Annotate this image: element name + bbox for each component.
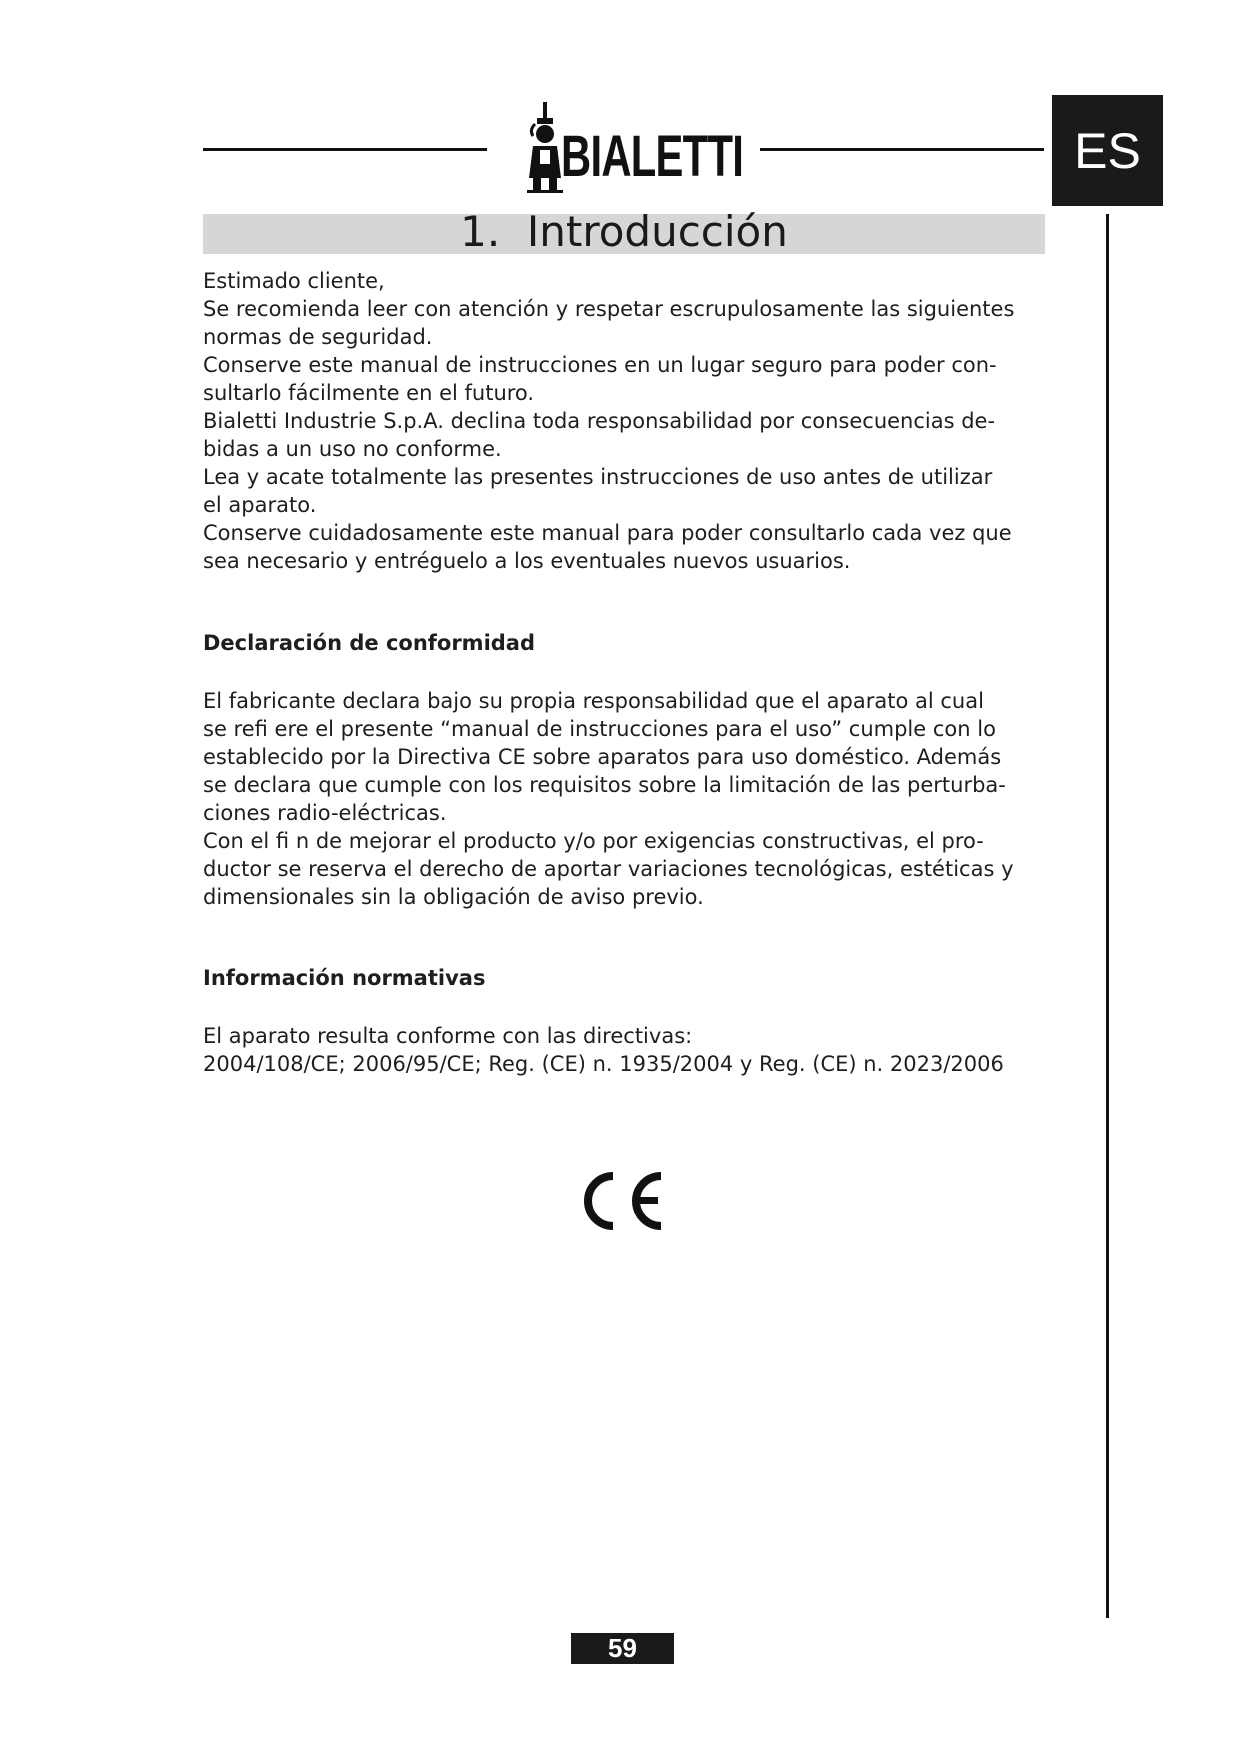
text-line: sultarlo fácilmente en el futuro. <box>203 381 535 405</box>
logo-wordmark: BIALETTI <box>561 124 744 189</box>
text-line: se refi ere el presente “manual de instrucciones para el uso” cumple con lo <box>203 717 996 741</box>
text-line: El fabricante declara bajo su propia responsabilidad que el aparato al cual <box>203 689 984 713</box>
text-line: El aparato resulta conforme con las directivas: <box>203 1024 693 1048</box>
section-number: 1. <box>460 207 501 256</box>
bialetti-logo <box>525 100 744 196</box>
informacion-heading: Información normativas <box>203 966 486 990</box>
text-line: Con el fi n de mejorar el producto y/o por exigencias constructivas, el pro- <box>203 829 984 853</box>
text-line: Conserve este manual de instrucciones en un lugar seguro para poder con- <box>203 353 997 377</box>
language-tab: ES <box>1052 95 1163 206</box>
bialetti-mascot-icon <box>525 100 565 196</box>
informacion-paragraph <box>203 1022 1063 1078</box>
text-line: 2004/108/CE; 2006/95/CE; Reg. (CE) n. 1935/2004 y Reg. (CE) n. 2023/2006 <box>203 1052 1004 1076</box>
declaracion-paragraph <box>203 687 1063 911</box>
text-line: se declara que cumple con los requisitos sobre la limitación de las perturba- <box>203 773 1006 797</box>
text-line: bidas a un uso no conforme. <box>203 437 502 461</box>
text-line: Se recomienda leer con atención y respetar escrupulosamente las siguientes <box>203 297 1015 321</box>
text-line: normas de seguridad. <box>203 325 433 349</box>
ce-mark-icon <box>583 1170 667 1232</box>
text-line: establecido por la Directiva CE sobre aparatos para uso doméstico. Además <box>203 745 1002 769</box>
text-line: ductor se reserva el derecho de aportar variaciones tecnológicas, estéticas y <box>203 857 1014 881</box>
text-line: dimensionales sin la obligación de aviso previo. <box>203 885 704 909</box>
text-line: Conserve cuidadosamente este manual para poder consultarlo cada vez que <box>203 521 1012 545</box>
section-title-text: Introducción <box>526 207 788 256</box>
text-line: Bialetti Industrie S.p.A. declina toda responsabilidad por consecuencias de- <box>203 409 996 433</box>
intro-paragraph <box>203 267 1063 575</box>
text-line: Lea y acate totalmente las presentes instrucciones de uso antes de utilizar <box>203 465 993 489</box>
section-title <box>203 204 1045 260</box>
text-line: sea necesario y entréguelo a los eventuales nuevos usuarios. <box>203 549 851 573</box>
header-rule-left <box>203 148 487 151</box>
text-line: ciones radio-eléctricas. <box>203 801 447 825</box>
declaracion-heading: Declaración de conformidad <box>203 631 536 655</box>
header-rule-right <box>760 148 1044 151</box>
page-number: 59 <box>571 1633 674 1664</box>
side-margin-line <box>1106 214 1109 1618</box>
text-line: el aparato. <box>203 493 317 517</box>
text-line: Estimado cliente, <box>203 269 385 293</box>
